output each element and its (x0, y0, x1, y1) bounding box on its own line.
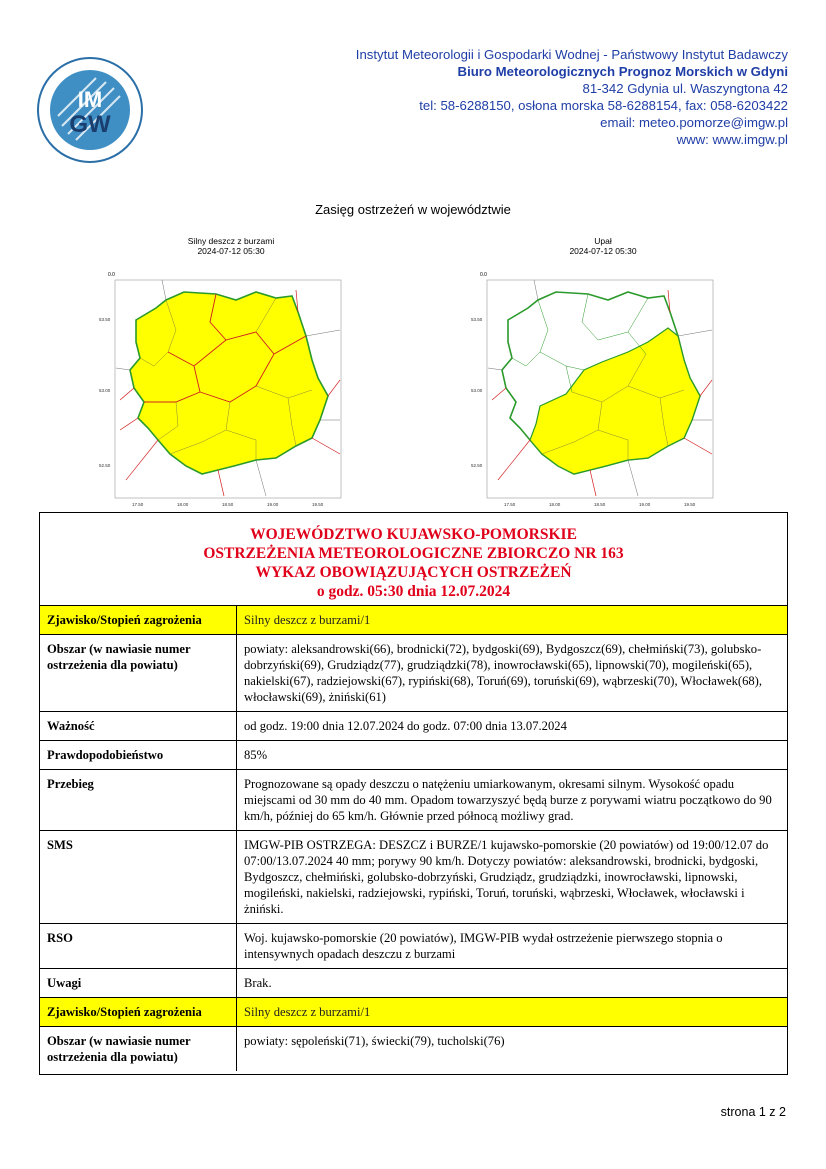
province-title: WOJEWÓDZTWO KUJAWSKO-POMORSKIE (250, 526, 577, 543)
svg-text:0.0: 0.0 (108, 272, 115, 278)
row-label: Zjawisko/Stopień zagrożenia (40, 998, 237, 1026)
y-tick: 53.00 (99, 388, 111, 393)
office-address: 81-342 Gdynia ul. Waszyngtona 42 (582, 81, 788, 96)
map-title: Upał (594, 236, 612, 246)
row-label: Obszar (w nawiasie numer ostrzeżenia dla powiatu) (40, 635, 237, 711)
row-label: Obszar (w nawiasie numer ostrzeżenia dla powiatu) (40, 1027, 237, 1071)
office-email[interactable]: email: meteo.pomorze@imgw.pl (600, 115, 788, 130)
table-row-probability (40, 741, 787, 770)
table-row-sms (40, 831, 787, 924)
map-heavy-rain (99, 236, 356, 510)
table-row-notes (40, 969, 787, 998)
row-value: Silny deszcz z burzami/1 (244, 1005, 371, 1019)
table-row-course (40, 770, 787, 831)
warnings-table (39, 512, 788, 1075)
row-label: Uwagi (40, 969, 237, 997)
row-value: powiaty: aleksandrowski(66), brodnicki(72), bydgoski(69), Bydgoszcz(69), chełmiński(73), golubsko-dobrzyński(69), Grudziądz(77), grudziądzki(78), inowrocławski(65), lipnowski(70), mogileński(65), nakielski(67), radziejowski(67), rypiński(68), Toruń(69), toruński(69), wąbrzeski(70), Włocławek(68), włocławski(69), żniński(61) (244, 642, 763, 704)
row-value: 85% (244, 748, 268, 762)
map-datetime: 2024-07-12 05:30 (569, 246, 637, 256)
table-row-area (40, 635, 787, 712)
row-label: Przebieg (40, 770, 237, 830)
x-tick: 19.00 (267, 502, 279, 507)
x-tick: 19.50 (684, 502, 696, 507)
map-canvas (471, 270, 728, 510)
x-tick: 19.50 (312, 502, 324, 507)
y-tick: 53.00 (471, 388, 483, 393)
office-phone: tel: 58-6288150, osłona morska 58-6288154, fax: 058-6203422 (419, 98, 788, 113)
bulletin-title: OSTRZEŻENIA METEOROLOGICZNE ZBIORCZO NR 163 (203, 545, 624, 562)
row-value: Prognozowane są opady deszczu o natężeniu umiarkowanym, okresami silnym. Wysokość opadu miejscami od 30 mm do 40 mm. Opadom towarzyszyć będą burze z porywami wiatru początkowo do 90 km/h, później do 65 km/h. Głównie przed północą możliwy grad. (244, 777, 772, 823)
table-row-rso (40, 924, 787, 969)
svg-text:0.0: 0.0 (480, 272, 487, 278)
row-value: Woj. kujawsko-pomorskie (20 powiatów), IMGW-PIB wydał ostrzeżenie pierwszego stopnia o intensywnych opadach deszczu z burzami (244, 931, 723, 961)
table-row-area (40, 1027, 787, 1071)
institute-header (356, 46, 788, 148)
row-label: SMS (40, 831, 237, 923)
row-label: Prawdopodobieństwo (40, 741, 237, 769)
office-name: Biuro Meteorologicznych Prognoz Morskich w Gdyni (457, 64, 788, 79)
row-value: Silny deszcz z burzami/1 (244, 613, 371, 627)
x-tick: 17.50 (504, 502, 516, 507)
page-number: strona 1 z 2 (720, 1105, 786, 1119)
map-title: Silny deszcz z burzami (187, 236, 275, 246)
row-value: Brak. (244, 976, 272, 990)
map-heat (471, 236, 728, 510)
table-row-validity (40, 712, 787, 741)
logo-bottom-text: GW (69, 111, 111, 138)
map-datetime: 2024-07-12 05:30 (197, 246, 265, 256)
x-tick: 18.50 (594, 502, 606, 507)
list-title: WYKAZ OBOWIĄZUJĄCYCH OSTRZEŻEŃ (255, 564, 572, 581)
maps-section-title: Zasięg ostrzeżeń w województwie (315, 202, 511, 217)
logo-top-text: IM (77, 87, 103, 112)
row-value: IMGW-PIB OSTRZEGA: DESZCZ i BURZE/1 kujawsko-pomorskie (20 powiatów) od 19:00/12.07 do 07:00/13.07.2024 40 mm; porywy 90 km/h. Dotyczy powiatów: aleksandrowski, brodnicki, bydgoski, Bydgoszcz, chełmiński, golubsko-dobrzyński, Grudziądz, grudziądzki, inowrocławski, lipnowski, mogileński, nakielski, radziejowski, rypiński, Toruń, toruński, wąbrzeski, Włocławek, włocławski i żniński. (244, 838, 769, 916)
row-label: RSO (40, 924, 237, 968)
table-row-phenomenon (40, 998, 787, 1027)
row-label: Ważność (40, 712, 237, 740)
map-canvas (99, 270, 356, 510)
x-tick: 17.50 (132, 502, 144, 507)
institute-name: Instytut Meteorologii i Gospodarki Wodnej - Państwowy Instytut Badawczy (355, 47, 788, 62)
y-tick: 53.50 (471, 317, 483, 322)
row-value: powiaty: sępoleński(71), świecki(79), tucholski(76) (244, 1034, 505, 1048)
issue-time: o godz. 05:30 dnia 12.07.2024 (316, 583, 511, 600)
y-tick: 53.50 (99, 317, 111, 322)
x-tick: 19.00 (639, 502, 651, 507)
imgw-logo (36, 56, 144, 164)
table-row-phenomenon (40, 606, 787, 635)
x-tick: 18.50 (222, 502, 234, 507)
row-label: Zjawisko/Stopień zagrożenia (40, 606, 237, 634)
warnings-header (40, 513, 787, 606)
row-value: od godz. 19:00 dnia 12.07.2024 do godz. 07:00 dnia 13.07.2024 (244, 719, 567, 733)
y-tick: 52.50 (471, 463, 483, 468)
x-tick: 18.00 (549, 502, 561, 507)
x-tick: 18.00 (177, 502, 189, 507)
office-website[interactable]: www: www.imgw.pl (676, 132, 788, 147)
y-tick: 52.50 (99, 463, 111, 468)
